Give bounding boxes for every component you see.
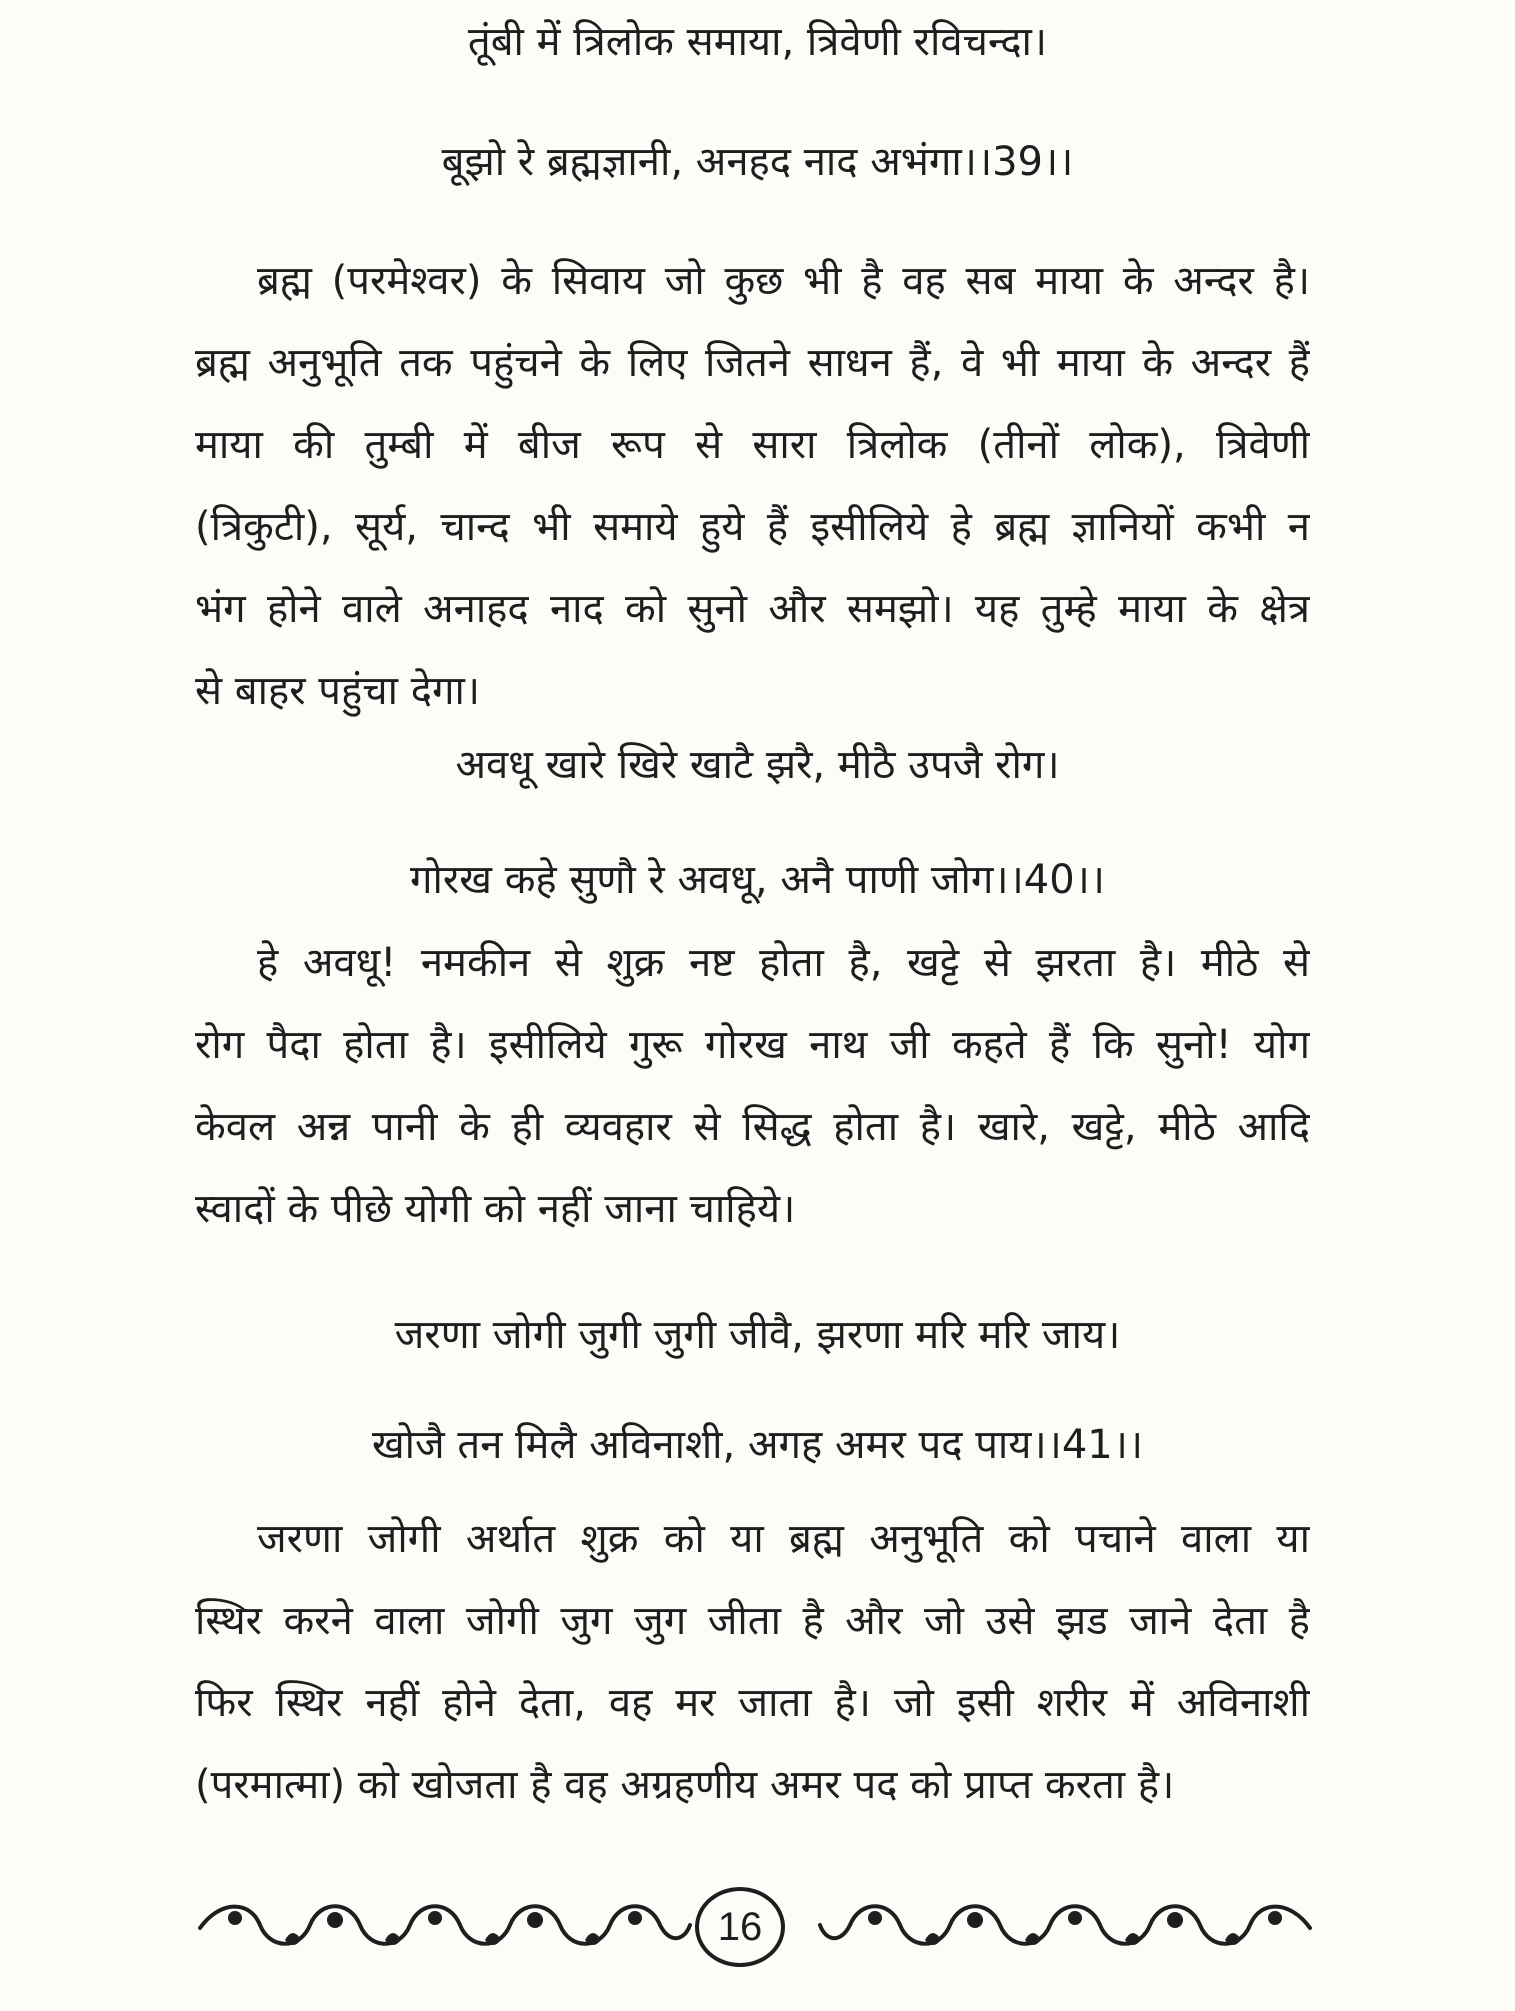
- paragraph-line: स्थिर करने वाला जोगी जुग जुग जीता है और जो उसे झड जाने देता है: [195, 1598, 1310, 1644]
- paragraph-line: (त्रिकुटी), सूर्य, चान्द भी समाये हुये हैं इसीलिये हे ब्रह्म ज्ञानियों कभी न: [195, 504, 1310, 550]
- page-number: 16: [695, 1887, 785, 1967]
- paragraph-line: जरणा जोगी अर्थात शुक्र को या ब्रह्म अनुभूति को पचाने वाला या: [257, 1516, 1310, 1562]
- verse-line: तूंबी में त्रिलोक समाया, त्रिवेणी रविचन्दा।: [467, 19, 1048, 65]
- paragraph-line: (परमात्मा) को खोजता है वह अग्रहणीय अमर पद को प्राप्त करता है।: [195, 1762, 1175, 1808]
- verse-line: बूझो रे ब्रह्मज्ञानी, अनहद नाद अभंगा।।39।।: [441, 139, 1074, 185]
- verse-line: अवधू खारे खिरे खाटै झरै, मीठै उपजै रोग।: [455, 742, 1060, 788]
- paragraph-line: रोग पैदा होता है। इसीलिये गुरू गोरख नाथ जी कहते हैं कि सुनो! योग: [195, 1022, 1310, 1068]
- commentary-paragraph: [195, 240, 1310, 732]
- verse-line: खोजै तन मिलै अविनाशी, अगह अमर पद पाय।।41।।: [371, 1422, 1144, 1468]
- commentary-paragraph: [195, 922, 1310, 1250]
- paragraph-line: माया की तुम्बी में बीज रूप से सारा त्रिलोक (तीनों लोक), त्रिवेणी: [195, 422, 1310, 468]
- paragraph-line: हे अवधू! नमकीन से शुक्र नष्ट होता है, खट्टे से झरता है। मीठे से: [257, 940, 1310, 986]
- verse-line: गोरख कहे सुणौ रे अवधू, अनै पाणी जोग।।40।।: [410, 857, 1105, 903]
- paragraph-line: स्वादों के पीछे योगी को नहीं जाना चाहिये।: [195, 1186, 796, 1232]
- verse-line: जरणा जोगी जुगी जुगी जीवै, झरणा मरि मरि जाय।: [394, 1312, 1121, 1358]
- paragraph-line: भंग होने वाले अनाहद नाद को सुनो और समझो। यह तुम्हे माया के क्षेत्र: [195, 586, 1310, 632]
- paragraph-line: से बाहर पहुंचा देगा।: [195, 668, 480, 714]
- paragraph-line: केवल अन्न पानी के ही व्यवहार से सिद्ध होता है। खारे, खट्टे, मीठे आदि: [195, 1104, 1310, 1150]
- commentary-paragraph: [195, 1498, 1310, 1826]
- paragraph-line: ब्रह्म (परमेश्वर) के सिवाय जो कुछ भी है वह सब माया के अन्दर है।: [257, 258, 1310, 304]
- paragraph-line: ब्रह्म अनुभूति तक पहुंचने के लिए जितने साधन हैं, वे भी माया के अन्दर हैं: [195, 340, 1310, 386]
- paragraph-line: फिर स्थिर नहीं होने देता, वह मर जाता है। जो इसी शरीर में अविनाशी: [195, 1680, 1310, 1726]
